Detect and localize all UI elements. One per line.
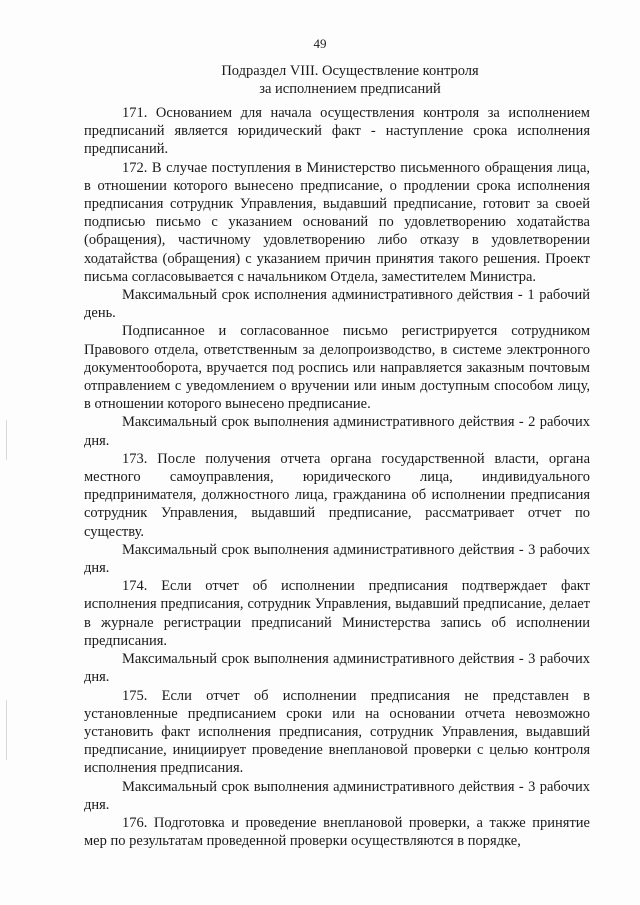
paragraph-deadline-3-days: Максимальный срок выполнения административного действия - 3 рабочих дня.	[84, 541, 590, 577]
paragraph-172: 172. В случае поступления в Министерство письменного обращения лица, в отношении которого вынесено предписание, о продлении срока исполнения предписания сотрудник Управления, выдавший предписание, готовит за своей подписью письмо с указанием оснований по удовлетворению ходатайства (обращения), частичному удовлетворению либо отказу в удовлетворении ходатайства (обращения) с указанием причин принятия такого решения. Проект письма согласовывается с начальником Отдела, заместителем Министра.	[84, 159, 590, 285]
paragraph-175: 175. Если отчет об исполнении предписания не представлен в установленные предписанием сроки или на основании отчета невозможно установить факт исполнения предписания, сотрудник Управления, выдавший предписание, инициирует проведение внеплановой проверки с целью контроля исполнения предписания.	[84, 687, 590, 777]
scan-margin-mark	[6, 420, 7, 460]
paragraph-171: 171. Основанием для начала осуществления контроля за исполнением предписаний является юридический факт - наступление срока исполнения предписаний.	[84, 105, 590, 158]
section-heading-line-2: за исполнением предписаний	[259, 81, 441, 97]
paragraph-176: 176. Подготовка и проведение внеплановой проверки, а также принятие мер по результатам проведенной проверки осуществляются в порядке,	[84, 814, 590, 850]
paragraph-letter-registration: Подписанное и согласованное письмо регистрируется сотрудником Правового отдела, ответственным за делопроизводство, в системе электронного документооборота, вручается под роспись или направляется заказным почтовым отправлением с уведомлением о вручении или иным доступным способом лицу, в отношении которого вынесено предписание.	[84, 323, 590, 413]
paragraph-174: 174. Если отчет об исполнении предписания подтверждает факт исполнения предписания, сотрудник Управления, выдавший предписание, делает в журнале регистрации предписаний Министерства запись об исполнении предписания.	[84, 578, 590, 649]
section-heading	[60, 62, 640, 98]
paragraph-deadline-1-day: Максимальный срок исполнения административного действия - 1 рабочий день.	[84, 287, 590, 322]
paragraph-deadline-3-days: Максимальный срок выполнения административного действия - 3 рабочих дня.	[84, 778, 590, 813]
page-number: 49	[313, 36, 327, 51]
scan-margin-mark	[6, 700, 7, 760]
paragraph-173: 173. После получения отчета органа государственной власти, органа местного самоуправления, юридического лица, индивидуального предпринимателя, должностного лица, гражданина об исполнении предписания сотрудник Управления, выдавший предписание, рассматривает отчет по существу.	[84, 450, 590, 540]
paragraph-deadline-2-days: Максимальный срок выполнения административного действия - 2 рабочих дня.	[84, 414, 590, 449]
document-body	[84, 104, 590, 850]
paragraph-deadline-3-days: Максимальный срок выполнения административного действия - 3 рабочих дня.	[84, 651, 590, 686]
section-heading-line-1: Подраздел VIII. Осуществление контроля	[221, 63, 479, 79]
